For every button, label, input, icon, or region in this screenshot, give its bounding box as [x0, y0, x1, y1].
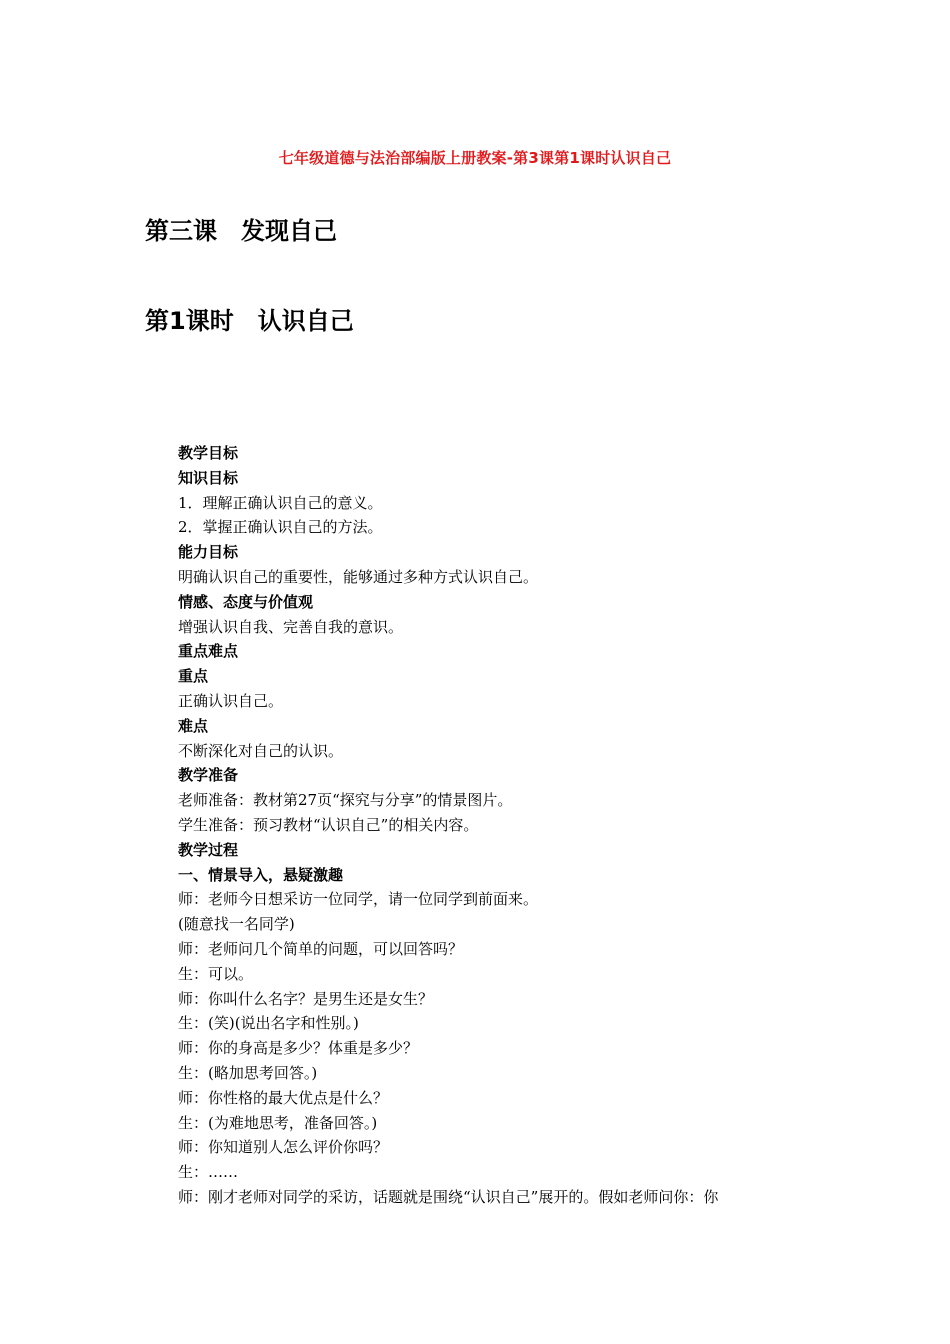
body-line: 生：……	[178, 1163, 239, 1182]
body-line: 增强认识自我、完善自我的意识。	[178, 617, 404, 636]
section-heading: 能力目标	[178, 543, 239, 562]
body-line: 师：老师问几个简单的问题，可以回答吗？	[178, 939, 464, 958]
body-line: 师：你叫什么名字？是男生还是女生？	[178, 989, 434, 1008]
section-heading: 教学过程	[178, 840, 239, 859]
body-line: 师：刚才老师对同学的采访，话题就是围绕“认识自己”展开的。假如老师问你：你	[178, 1187, 719, 1206]
lesson-plan-body	[178, 441, 838, 1210]
section-heading: 重点	[178, 667, 209, 686]
body-line: 老师准备：教材第27页“探究与分享”的情景图片。	[178, 791, 513, 810]
body-line: 明确认识自己的重要性，能够通过多种方式认识自己。	[178, 567, 539, 586]
body-line: 不断深化对自己的认识。	[178, 741, 344, 760]
body-line: (随意找一名同学)	[178, 915, 295, 934]
body-line: 正确认识自己。	[178, 691, 284, 710]
body-line: 师：老师今日想采访一位同学，请一位同学到前面来。	[178, 890, 539, 909]
body-line: 生：可以。	[178, 964, 254, 983]
body-line: 师：你性格的最大优点是什么？	[178, 1088, 389, 1107]
body-line: 1．理解正确认识自己的意义。	[178, 493, 383, 512]
section-heading: 教学目标	[178, 444, 239, 462]
body-line: 师：你的身高是多少？体重是多少？	[178, 1039, 419, 1058]
section-heading: 教学准备	[178, 766, 239, 785]
unit-heading: 第三课 发现自己	[145, 217, 337, 245]
section-heading: 难点	[178, 716, 209, 735]
body-line: 生：(为难地思考，准备回答。)	[178, 1113, 378, 1132]
body-line: 师：你知道别人怎么评价你吗？	[178, 1138, 389, 1157]
section-heading: 知识目标	[178, 468, 239, 487]
period-heading: 第1课时 认识自己	[145, 307, 354, 335]
section-heading: 情感、态度与价值观	[178, 592, 314, 611]
body-line: 生：(笑)(说出名字和性别。)	[178, 1014, 359, 1033]
body-line: 学生准备：预习教材“认识自己”的相关内容。	[178, 815, 479, 834]
body-line: 2．掌握正确认识自己的方法。	[178, 518, 383, 537]
document-title: 七年级道德与法治部编版上册教案-第3课第1课时认识自己	[278, 149, 672, 167]
body-line: 生：(略加思考回答。)	[178, 1063, 318, 1082]
section-heading: 重点难点	[178, 642, 239, 661]
section-heading: 一、情景导入，悬疑激趣	[178, 865, 344, 884]
